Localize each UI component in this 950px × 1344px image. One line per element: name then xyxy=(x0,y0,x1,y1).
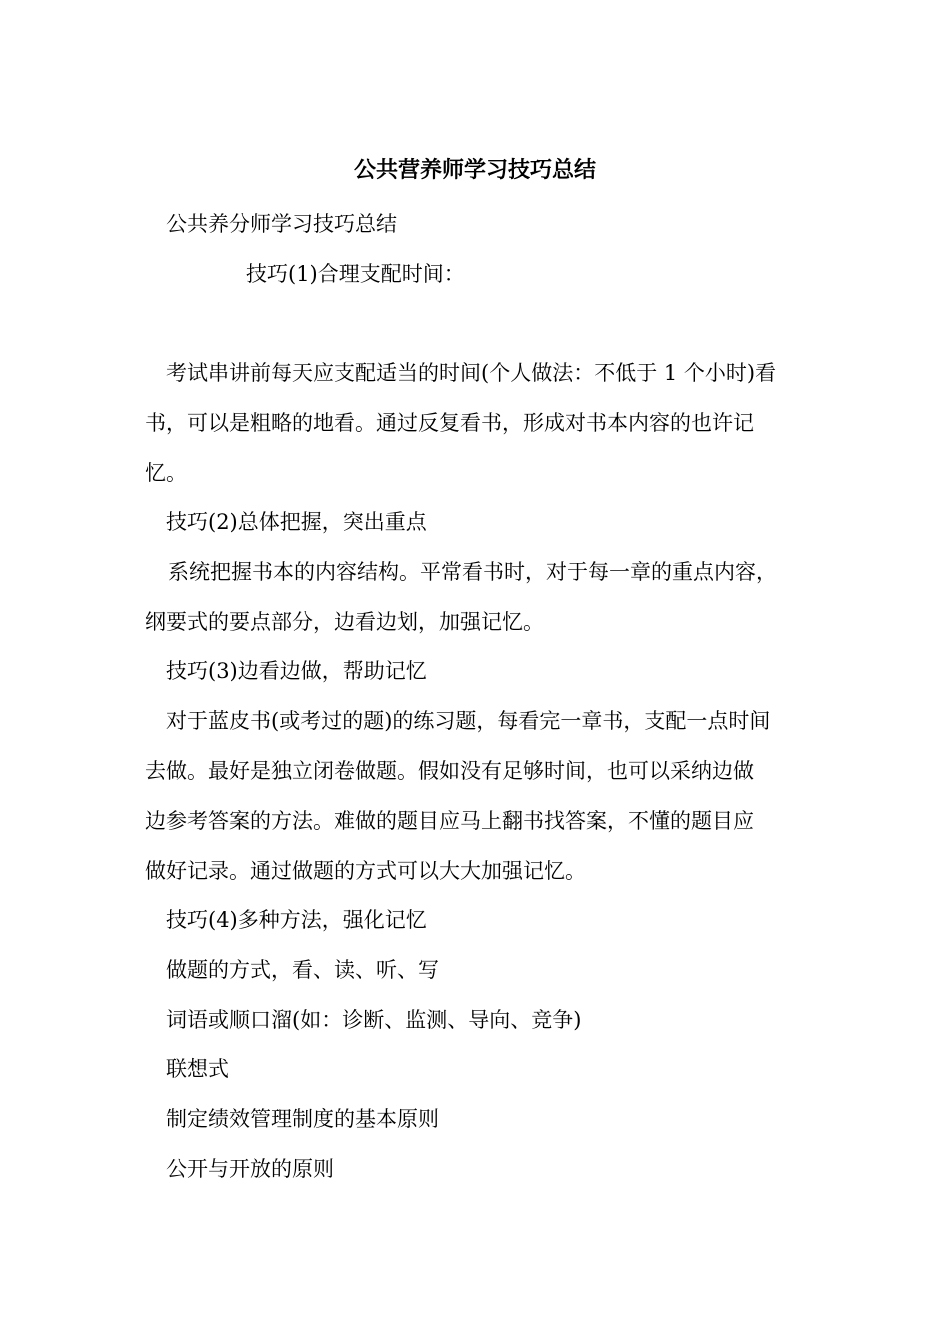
text-line: 边参考答案的方法。难做的题目应马上翻书找答案，不懂的题目应 xyxy=(145,809,754,833)
section-heading: 技巧(4)多种方法，强化记忆 xyxy=(166,908,427,932)
text-line: 对于蓝皮书(或考过的题)的练习题，每看完一章书，支配一点时间 xyxy=(166,709,771,733)
text-line: 书，可以是粗略的地看。通过反复看书，形成对书本内容的也许记 xyxy=(145,411,754,435)
text-line: 忆。 xyxy=(145,461,187,485)
section-heading: 技巧(3)边看边做，帮助记忆 xyxy=(166,659,427,683)
document-title: 公共营养师学习技巧总结 xyxy=(353,157,596,183)
text-line: 纲要式的要点部分，边看边划，加强记忆。 xyxy=(145,610,544,634)
text-line: 词语或顺口溜(如：诊断、监测、导向、竞争) xyxy=(166,1008,582,1032)
text-line: 制定绩效管理制度的基本原则 xyxy=(166,1107,439,1131)
text-line: 公开与开放的原则 xyxy=(166,1157,334,1181)
text-line: 公共养分师学习技巧总结 xyxy=(166,212,397,236)
section-heading: 技巧(1)合理支配时间： xyxy=(246,262,465,286)
text-line: 做题的方式，看、读、听、写 xyxy=(166,958,439,982)
text-line: 系统把握书本的内容结构。平常看书时，对于每一章的重点内容， xyxy=(168,560,777,584)
section-heading: 技巧(2)总体把握，突出重点 xyxy=(166,510,427,534)
text-line: 做好记录。通过做题的方式可以大大加强记忆。 xyxy=(145,859,586,883)
text-line: 去做。最好是独立闭卷做题。假如没有足够时间，也可以采纳边做 xyxy=(145,759,754,783)
text-line: 联想式 xyxy=(166,1057,229,1081)
text-line: 考试串讲前每天应支配适当的时间(个人做法：不低于 1 个小时)看 xyxy=(166,361,777,385)
